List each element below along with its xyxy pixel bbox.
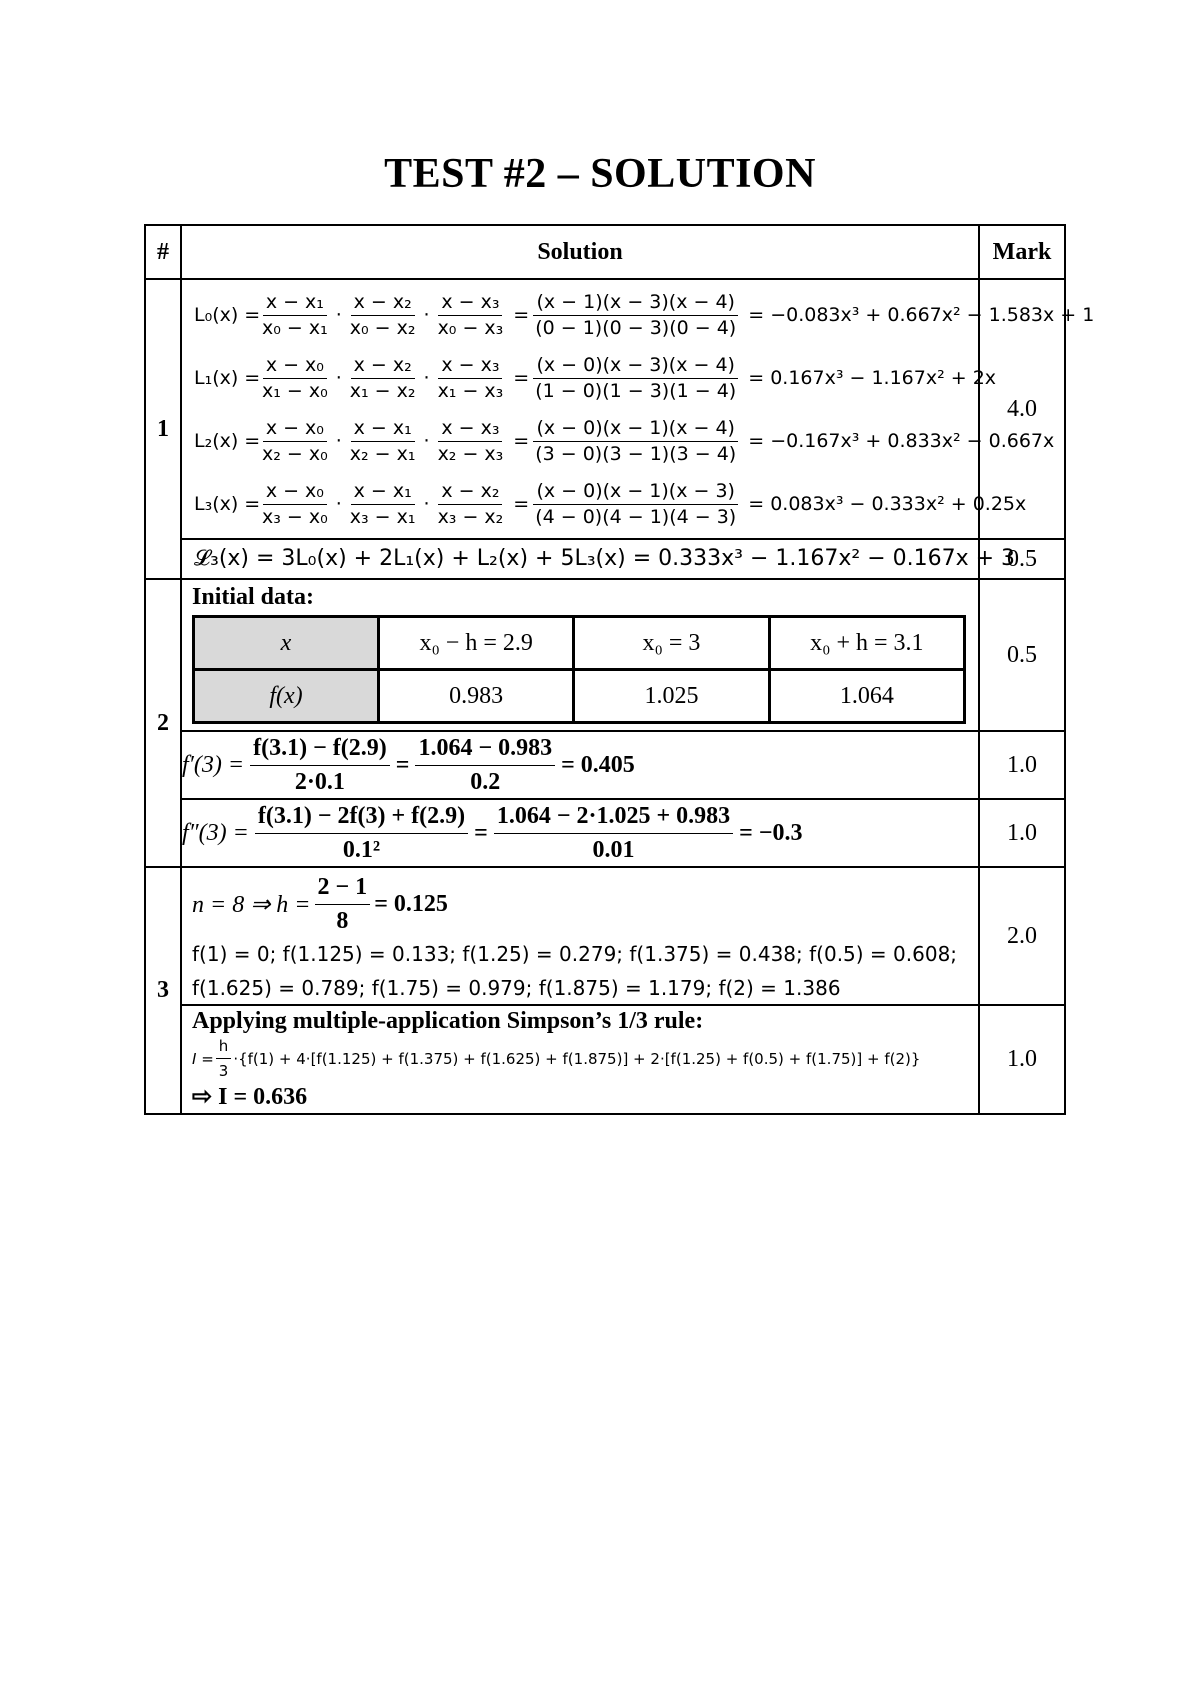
header-num: # bbox=[145, 225, 181, 279]
step-size-cell bbox=[181, 867, 979, 1005]
mark-value: 0.5 bbox=[979, 539, 1065, 579]
table-row bbox=[145, 867, 1065, 1005]
data-cell: 1.064 bbox=[769, 670, 964, 723]
simpson-result: ⇨ I = 0.636 bbox=[192, 1084, 308, 1110]
table-row bbox=[145, 539, 1065, 579]
data-table bbox=[192, 615, 966, 724]
data-cell: x₀ + h = 3.1 bbox=[769, 617, 964, 670]
mark-value: 1.0 bbox=[979, 1005, 1065, 1114]
page-title: TEST #2 – SOLUTION bbox=[384, 151, 816, 197]
first-derivative: f′(3) = $\frac{f(3.1) - f(2.9)}{2\cdot 0.1}$ = $\frac{1.064 - 0.983}{0.2}$ = 0.405 bbox=[182, 734, 635, 795]
simpson-label: Applying multiple-application Simpson’s 1/3 rule: bbox=[192, 1008, 704, 1034]
solution-table bbox=[144, 224, 1095, 1115]
data-cell: 1.025 bbox=[574, 670, 769, 723]
mark-value: 1.0 bbox=[979, 799, 1065, 867]
table-row bbox=[145, 579, 1065, 731]
data-cell: x₀ = 3 bbox=[574, 617, 769, 670]
table-row bbox=[145, 799, 1065, 867]
data-cell: 0.983 bbox=[379, 670, 574, 723]
second-derivative-cell bbox=[181, 799, 979, 867]
lagrange-basis-0: L₀(x) = $\frac{\text{x − x₁}}{\text{x₀ − x₁}}$ · $\frac{\text{x − x₂}}{\text{x₀ − x₂}}$ · $\frac{\text{x − x₃}}{\text{x₀ − x₃}}$ = $\frac{(x - 1)(x - 3)(x - 4)}{(0 - 1)(0 - 3)(0 - 4)}$ = −0.083x³ + 0.667x² − 1.583x + 1 bbox=[194, 291, 1095, 339]
header-solution: Solution bbox=[181, 225, 979, 279]
question-number: 3 bbox=[145, 867, 181, 1114]
mark-value: 1.0 bbox=[979, 731, 1065, 799]
mark-value: 4.0 bbox=[979, 279, 1065, 539]
lagrange-basis-cell bbox=[181, 279, 1095, 539]
lagrange-basis-3: L₃(x) = $\frac{\text{x − x₀}}{\text{x₃ − x₀}}$ · $\frac{\text{x − x₁}}{\text{x₃ − x₁}}$ · $\frac{\text{x − x₂}}{\text{x₃ − x₂}}$ = $\frac{(x - 0)(x - 1)(x - 3)}{(4 - 0)(4 - 1)(4 - 3)}$ = 0.083x³ − 0.333x² + 0.25x bbox=[194, 480, 1027, 528]
lagrange-basis-2: L₂(x) = $\frac{\text{x − x₀}}{\text{x₂ − x₀}}$ · $\frac{\text{x − x₁}}{\text{x₂ − x₁}}$ · $\frac{\text{x − x₃}}{\text{x₂ − x₃}}$ = $\frac{(x - 0)(x - 1)(x - 4)}{(3 - 0)(3 - 1)(3 - 4)}$ = −0.167x³ + 0.833x² − 0.667x bbox=[194, 417, 1055, 465]
mark-value: 2.0 bbox=[979, 867, 1065, 1005]
function-values-line-1: f(1) = 0; f(1.125) = 0.133; f(1.25) = 0.279; f(1.375) = 0.438; f(0.5) = 0.608; bbox=[192, 942, 958, 966]
data-table-row bbox=[194, 670, 965, 723]
mark-value: 0.5 bbox=[979, 579, 1065, 731]
table-row bbox=[145, 1005, 1065, 1114]
step-size: n = 8 ⇒ h = $\frac{2 - 1}{8}$ = 0.125 bbox=[192, 873, 448, 934]
lagrange-basis-1: L₁(x) = $\frac{\text{x − x₀}}{\text{x₁ − x₀}}$ · $\frac{\text{x − x₂}}{\text{x₁ − x₂}}$ · $\frac{\text{x − x₃}}{\text{x₁ − x₃}}$ = $\frac{(x - 0)(x - 3)(x - 4)}{(1 - 0)(1 - 3)(1 - 4)}$ = 0.167x³ − 1.167x² + 2x bbox=[194, 354, 997, 402]
first-derivative-cell bbox=[181, 731, 979, 799]
question-number: 1 bbox=[145, 279, 181, 579]
lagrange-polynomial-cell bbox=[181, 539, 1016, 579]
question-number: 2 bbox=[145, 579, 181, 867]
lagrange-polynomial: 𝓛₃(x) = 3L₀(x) + 2L₁(x) + L₂(x) + 5L₃(x) = 0.333x³ − 1.167x² − 0.167x + 3 bbox=[194, 546, 1016, 571]
initial-data-label: Initial data: bbox=[192, 584, 315, 610]
header-mark: Mark bbox=[979, 225, 1065, 279]
data-table-row bbox=[194, 617, 965, 670]
data-cell: x bbox=[194, 617, 379, 670]
table-row bbox=[145, 731, 1065, 799]
data-cell: f(x) bbox=[194, 670, 379, 723]
table-row bbox=[145, 279, 1065, 539]
table-header-row bbox=[145, 225, 1065, 279]
simpson-cell bbox=[181, 1005, 979, 1114]
function-values-line-2: f(1.625) = 0.789; f(1.75) = 0.979; f(1.875) = 1.179; f(2) = 1.386 bbox=[192, 976, 841, 1000]
simpson-formula: I = $\frac{h}{3}$ ·{f(1) + 4·[f(1.125) + f(1.375) + f(1.625) + f(1.875)] + 2·[f(1.25) + f(0.5) + f(1.75)] + f(2)} bbox=[192, 1037, 921, 1080]
initial-data-cell bbox=[181, 579, 979, 731]
second-derivative: f″(3) = $\frac{f(3.1) - 2f(3) + f(2.9)}{\text{0.1²}}$ = $\frac{1.064 - 2\cdot 1.025 + 0.983}{0.01}$ = −0.3 bbox=[182, 802, 803, 863]
data-cell: x₀ − h = 2.9 bbox=[379, 617, 574, 670]
